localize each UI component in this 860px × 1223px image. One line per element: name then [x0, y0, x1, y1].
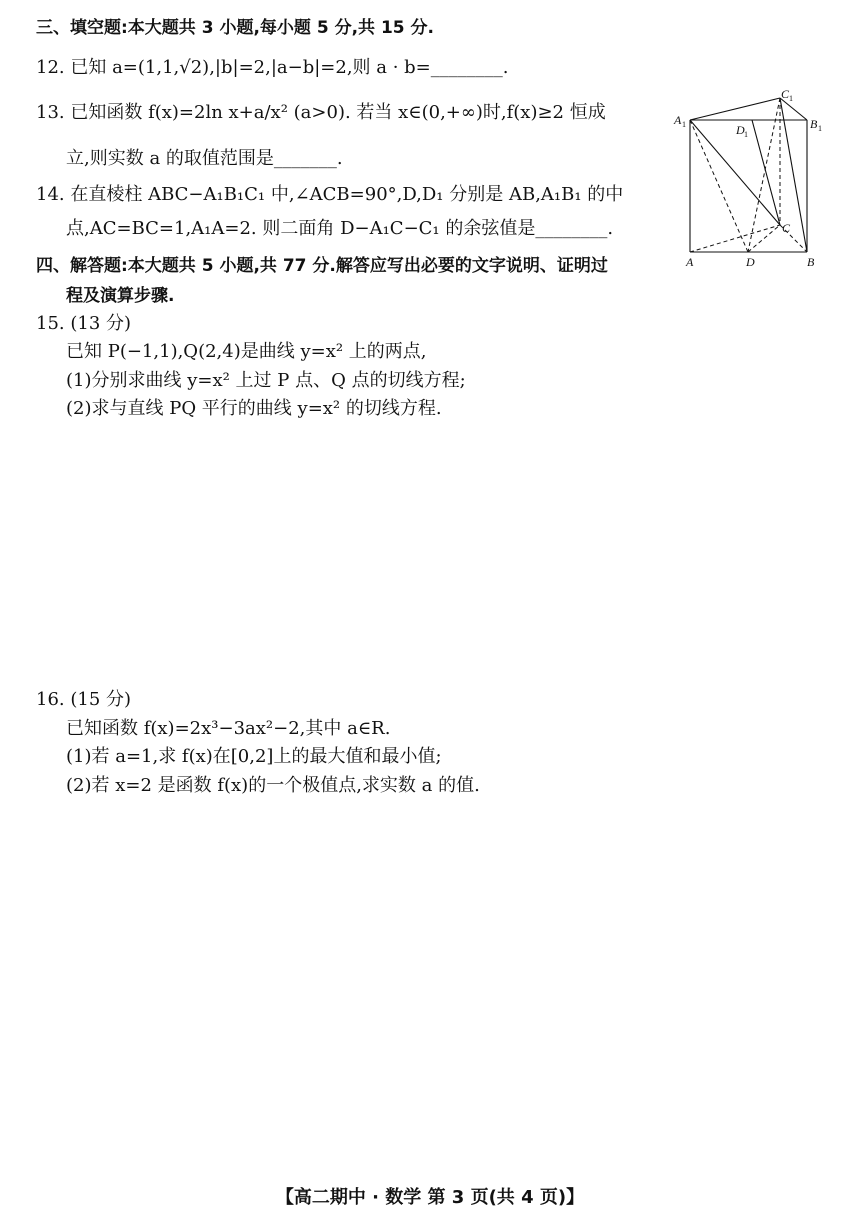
- question-14-line-1: 14. 在直棱柱 ABC−A₁B₁C₁ 中,∠ACB=90°,D,D₁ 分别是 AB,A₁B₁ 的中: [36, 184, 624, 205]
- question-12: 12. 已知 a=(1,1,√2),|b|=2,|a−b|=2,则 a · b=________.: [36, 57, 509, 78]
- label-d: D: [746, 255, 755, 269]
- label-a1-subscript: 1: [682, 120, 686, 129]
- question-16-part-1: (1)若 a=1,求 f(x)在[0,2]上的最大值和最小值;: [66, 746, 442, 767]
- label-d1-subscript: 1: [744, 130, 748, 139]
- fill-blank-section-header: 三、填空题:本大题共 3 小题,每小题 5 分,共 15 分.: [36, 18, 434, 38]
- prism-diagram: [672, 86, 832, 276]
- label-b1: B: [810, 117, 818, 131]
- question-15-stem: 已知 P(−1,1),Q(2,4)是曲线 y=x² 上的两点,: [66, 341, 427, 362]
- question-16-title: 16. (15 分): [36, 689, 132, 710]
- label-a: A: [686, 255, 694, 269]
- label-c1-subscript: 1: [789, 94, 793, 103]
- label-c: C: [782, 221, 791, 235]
- question-16-stem: 已知函数 f(x)=2x³−3ax²−2,其中 a∈R.: [66, 718, 391, 739]
- label-c1: C: [781, 87, 790, 101]
- answer-section-header-line-2: 程及演算步骤.: [66, 286, 175, 306]
- label-b1-subscript: 1: [818, 124, 822, 133]
- answer-section-header-line-1: 四、解答题:本大题共 5 小题,共 77 分.解答应写出必要的文字说明、证明过: [36, 256, 608, 276]
- question-13-line-1: 13. 已知函数 f(x)=2ln x+a/x² (a>0). 若当 x∈(0,+∞)时,f(x)≥2 恒成: [36, 102, 606, 123]
- page-footer: 【高二期中 · 数学 第 3 页(共 4 页)】: [275, 1187, 585, 1208]
- question-16-part-2: (2)若 x=2 是函数 f(x)的一个极值点,求实数 a 的值.: [66, 775, 480, 796]
- question-15-part-2: (2)求与直线 PQ 平行的曲线 y=x² 的切线方程.: [66, 398, 442, 419]
- label-b: B: [807, 255, 815, 269]
- question-15-title: 15. (13 分): [36, 313, 132, 334]
- prism-figure: [672, 86, 832, 276]
- label-a1: A: [674, 113, 682, 127]
- question-13-line-2: 立,则实数 a 的取值范围是_______.: [66, 148, 343, 169]
- label-d1: D: [736, 123, 745, 137]
- question-15-part-1: (1)分别求曲线 y=x² 上过 P 点、Q 点的切线方程;: [66, 370, 466, 391]
- question-14-line-2: 点,AC=BC=1,A₁A=2. 则二面角 D−A₁C−C₁ 的余弦值是________.: [66, 218, 614, 239]
